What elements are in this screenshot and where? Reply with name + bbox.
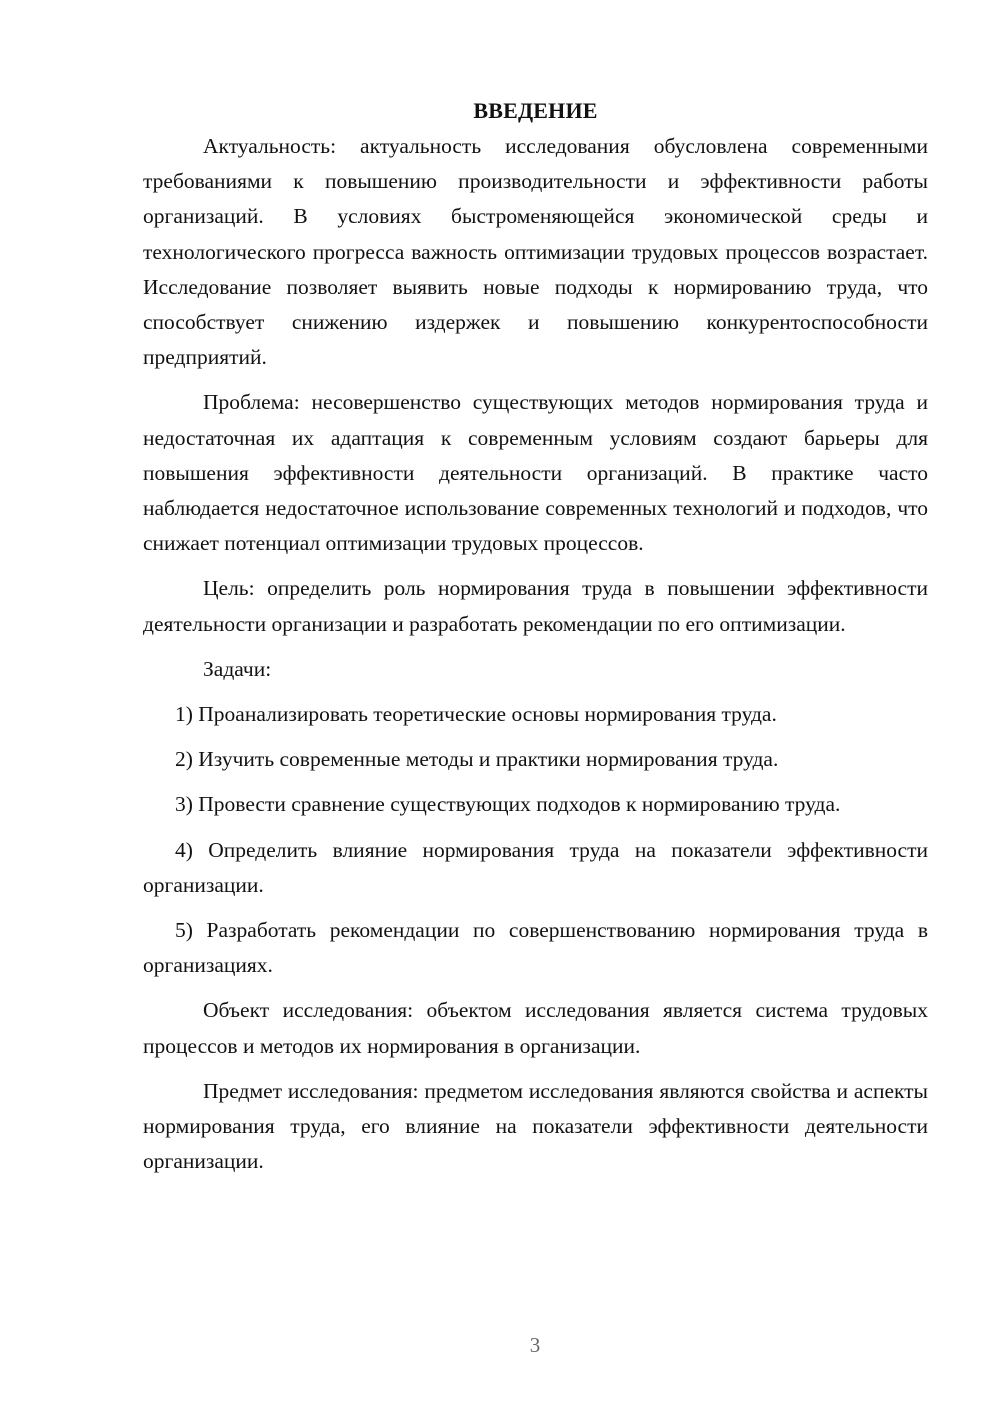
page-title: ВВЕДЕНИЕ bbox=[473, 98, 598, 123]
tasks-heading: Задачи: bbox=[203, 656, 272, 681]
relevance-paragraph: Актуальность: актуальность исследования обусловлена современными требованиями к повышению производительности и эффективности работы организаций. В условиях быстроменяющейся экономической среды и технологического прогресса важность оптимизации трудовых процессов возрастает. Исследование позволяет выявить новые подходы к нормированию труда, что способствует снижению издержек и повышению конкурентоспособности предприятий. bbox=[143, 134, 928, 370]
object-paragraph: Объект исследования: объектом исследования является система трудовых процессов и методов их нормирования в организации. bbox=[143, 998, 928, 1058]
page-content bbox=[143, 93, 928, 1189]
task-item-3: 3) Провести сравнение существующих подходов к нормированию труда. bbox=[175, 792, 841, 817]
task-item-1: 1) Проанализировать теоретические основы нормирования труда. bbox=[175, 702, 777, 727]
task-item-5: 5) Разработать рекомендации по совершенствованию нормирования труда в организациях. bbox=[143, 918, 928, 978]
task-item-4: 4) Определить влияние нормирования труда на показатели эффективности организации. bbox=[143, 837, 928, 897]
task-item-2: 2) Изучить современные методы и практики нормирования труда. bbox=[175, 747, 779, 772]
page-number: 3 bbox=[529, 1333, 541, 1357]
subject-paragraph: Предмет исследования: предметом исследования являются свойства и аспекты нормирования труда, его влияние на показатели эффективности деятельности организации. bbox=[143, 1078, 928, 1174]
problem-paragraph: Проблема: несовершенство существующих методов нормирования труда и недостаточная их адаптация к современным условиям создают барьеры для повышения эффективности деятельности организаций. В практике часто наблюдается недостаточное использование современных технологий и подходов, что снижает потенциал оптимизации трудовых процессов. bbox=[143, 390, 928, 556]
goal-paragraph: Цель: определить роль нормирования труда в повышении эффективности деятельности организации и разработать рекомендации по его оптимизации. bbox=[143, 576, 928, 636]
